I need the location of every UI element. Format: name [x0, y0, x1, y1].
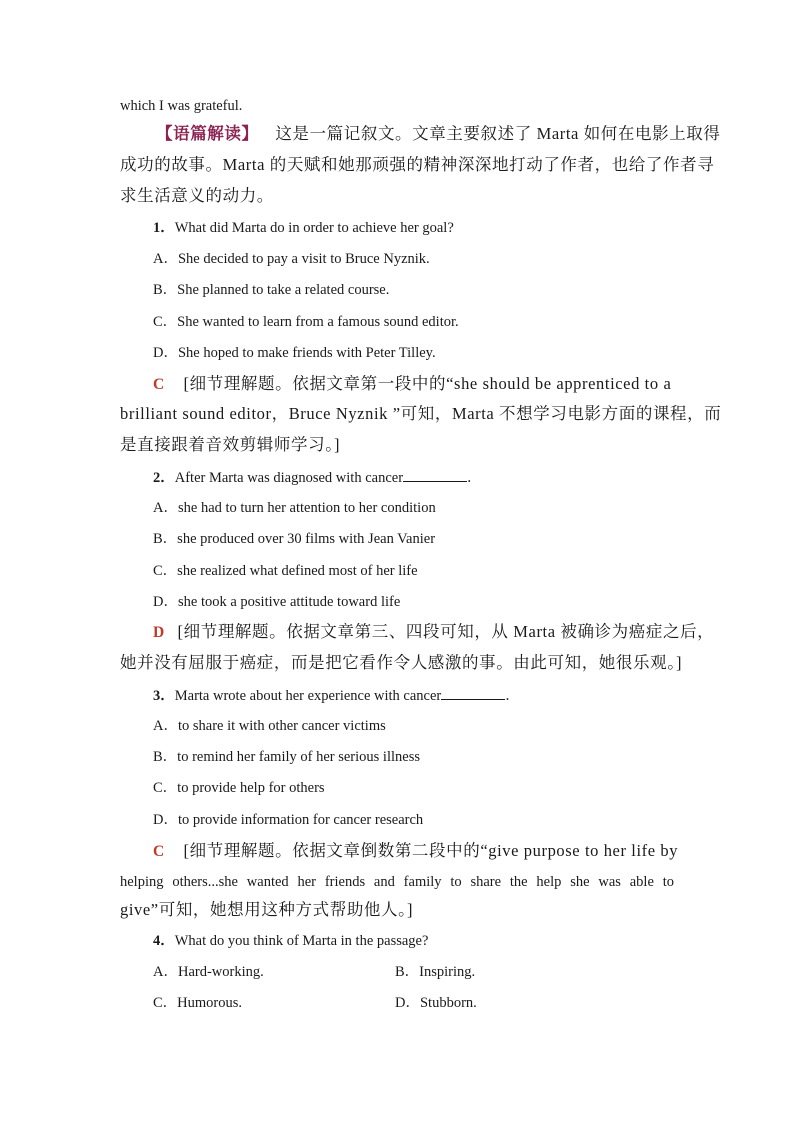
q2-option-a[interactable]: A．she had to turn her attention to her condition — [153, 500, 436, 516]
question-1-number: 1． — [153, 220, 175, 236]
summary-text-1: 这是一篇记叙文。文章主要叙述了 Marta 如何在电影上取得 — [275, 124, 721, 143]
q4-option-b[interactable]: B．Inspiring. — [395, 964, 476, 980]
q4-option-a[interactable]: A．Hard-working. — [153, 964, 264, 980]
q1-answer: C — [153, 376, 165, 393]
question-2-text: After Marta was diagnosed with cancer — [174, 470, 404, 486]
q2-option-d[interactable]: D．she took a positive attitude toward life — [153, 594, 401, 610]
q1-option-a[interactable]: A．She decided to pay a visit to Bruce Nyznik. — [153, 251, 430, 267]
q3-option-b[interactable]: B．to remind her family of her serious illness — [153, 749, 420, 765]
q2-explanation-line-1: D [细节理解题。依据文章第三、四段可知，从 Marta 被确诊为癌症之后， — [153, 622, 715, 641]
question-3-number: 3． — [153, 688, 175, 704]
question-2-stem: 2．After Marta was diagnosed with cancer ． — [153, 467, 482, 488]
q3-answer-blank[interactable] — [441, 685, 505, 700]
q4-option-d[interactable]: D．Stubborn. — [395, 995, 477, 1011]
q3-explanation-line-3: give”可知，她想用这种方式帮助他人。] — [120, 900, 414, 919]
q3-option-d[interactable]: D．to provide information for cancer research — [153, 812, 424, 828]
q1-option-d[interactable]: D．She hoped to make friends with Peter Tilley. — [153, 345, 436, 361]
q1-option-b[interactable]: B．She planned to take a related course. — [153, 282, 390, 298]
q2-explanation-line-2: 她并没有屈服于癌症，而是把它看作令人感激的事。由此可知，她很乐观。] — [120, 653, 683, 672]
q2-option-b[interactable]: B．she produced over 30 films with Jean Vanier — [153, 531, 436, 547]
q3-option-c[interactable]: C．to provide help for others — [153, 780, 325, 796]
question-2-number: 2． — [153, 470, 175, 486]
question-1-text: What did Marta do in order to achieve her goal? — [174, 220, 454, 236]
question-3-text: Marta wrote about her experience with cancer — [174, 688, 442, 704]
passage-summary-line-2: 成功的故事。Marta 的天赋和她那顽强的精神深深地打动了作者，也给了作者寻 — [120, 155, 715, 174]
q3-answer: C — [153, 843, 165, 860]
q1-explanation-line-3: 是直接跟着音效剪辑师学习。] — [120, 435, 341, 454]
question-4-text: What do you think of Marta in the passage? — [174, 933, 429, 949]
question-3-stem: 3．Marta wrote about her experience with cancer ． — [153, 685, 520, 706]
closing-line: which I was grateful. — [120, 98, 243, 114]
q3-explanation-line-2: helping others...she wanted her friends and family to share the help she was able to — [120, 874, 674, 890]
q1-explanation-line-1: C [细节理解题。依据文章第一段中的“she should be apprenticed to a — [153, 374, 672, 393]
passage-analysis-tag: 【语篇解读】 — [156, 124, 259, 143]
question-4-stem — [153, 931, 428, 951]
passage-summary-line-1 — [156, 124, 721, 144]
q2-answer-blank[interactable] — [403, 467, 467, 482]
q1-explanation-line-2: brilliant sound editor，Bruce Nyznik ”可知，Marta 不想学习电影方面的课程，而 — [120, 404, 722, 423]
question-4-number: 4． — [153, 933, 175, 949]
q4-option-c[interactable]: C．Humorous. — [153, 995, 243, 1011]
passage-summary-line-3: 求生活意义的动力。 — [120, 186, 274, 205]
question-1-stem — [153, 218, 454, 238]
q3-option-a[interactable]: A．to share it with other cancer victims — [153, 718, 386, 734]
q2-answer: D — [153, 624, 165, 641]
q1-option-c[interactable]: C．She wanted to learn from a famous sound editor. — [153, 314, 459, 330]
q2-option-c[interactable]: C．she realized what defined most of her life — [153, 563, 418, 579]
q3-explanation-line-1: C [细节理解题。依据文章倒数第二段中的“give purpose to her life by — [153, 841, 679, 860]
